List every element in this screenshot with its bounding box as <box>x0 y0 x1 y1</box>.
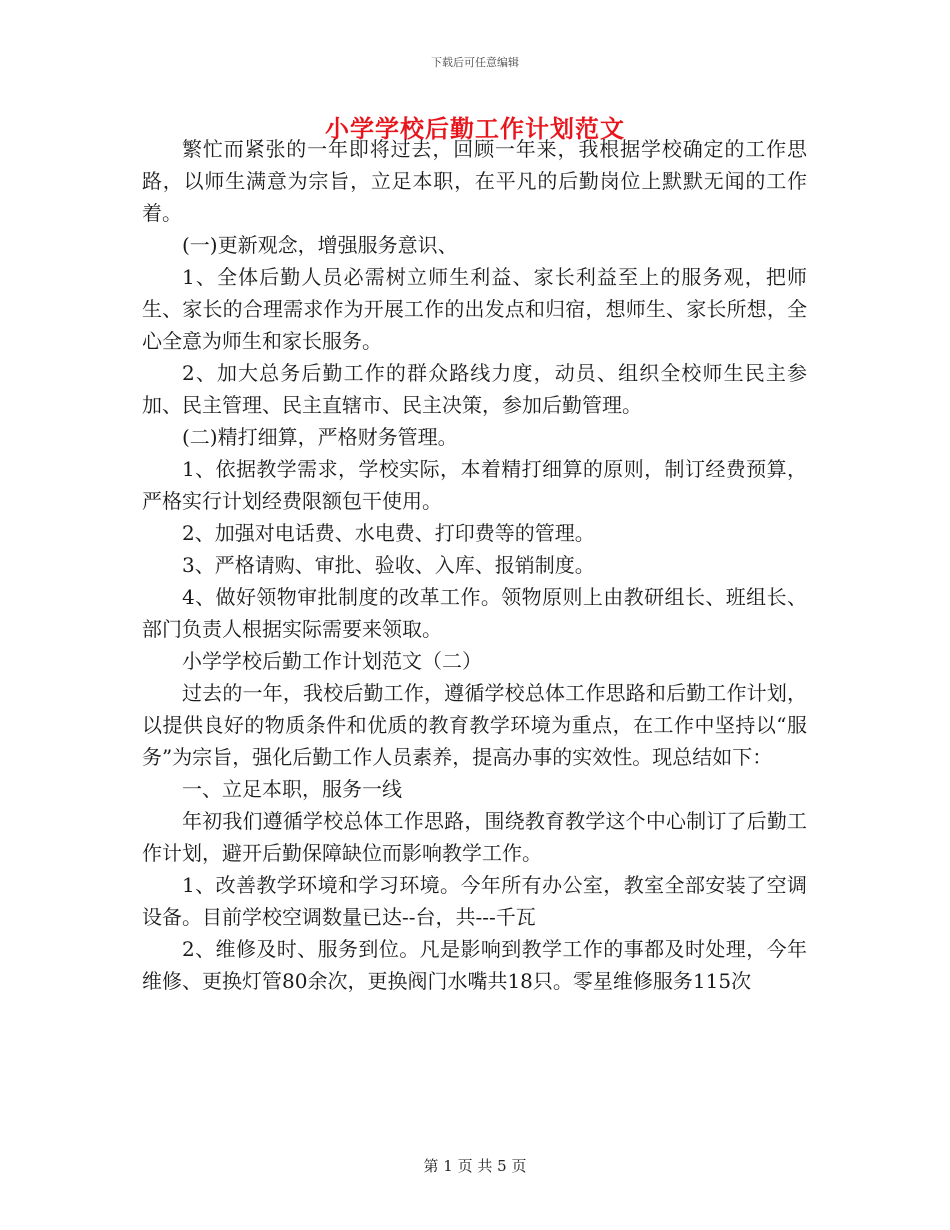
paragraph: 3、严格请购、审批、验收、入库、报销制度。 <box>182 553 595 577</box>
paragraph: 4、做好领物审批制度的改革工作。领物原则上由教研组长、班组长、部门负责人根据实际需要来领取。 <box>142 585 807 641</box>
paragraph: 1、依据教学需求，学校实际，本着精打细算的原则，制订经费预算，严格实行计划经费限额包干使用。 <box>142 457 807 513</box>
paragraph: 1、全体后勤人员必需树立师生利益、家长利益至上的服务观，把师生、家长的合理需求作为开展工作的出发点和归宿，想师生、家长所想，全心全意为师生和家长服务。 <box>142 265 807 353</box>
section-heading: 小学学校后勤工作计划范文（二） <box>182 649 482 673</box>
page-footer: 第 1 页 共 5 页 <box>423 1157 527 1175</box>
paragraph: 2、加大总务后勤工作的群众路线力度，动员、组织全校师生民主参加、民主管理、民主直辖市、民主决策，参加后勤管理。 <box>142 361 807 417</box>
paragraph: 1、改善教学环境和学习环境。今年所有办公室，教室全部安装了空调设备。目前学校空调数量已达--台，共---千瓦 <box>142 873 807 929</box>
header-note: 下载后可任意编辑 <box>431 56 519 69</box>
paragraph: 2、加强对电话费、水电费、打印费等的管理。 <box>182 521 595 545</box>
document-body <box>142 133 807 997</box>
paragraph: 过去的一年，我校后勤工作，遵循学校总体工作思路和后勤工作计划，以提供良好的物质条件和优质的教育教学环境为重点，在工作中坚持以“服务”为宗旨，强化后勤工作人员素养，提高办事的实效性。现总结如下： <box>142 681 807 769</box>
paragraph: 一、立足本职，服务一线 <box>182 777 402 801</box>
paragraph: 2、维修及时、服务到位。凡是影响到教学工作的事都及时处理，今年维修、更换灯管80余次，更换阀门水嘴共18只。零星维修服务115次 <box>142 937 807 993</box>
paragraph: (一)更新观念，增强服务意识、 <box>182 233 458 257</box>
paragraph: 繁忙而紧张的一年即将过去，回顾一年来，我根据学校确定的工作思路，以师生满意为宗旨，立足本职，在平凡的后勤岗位上默默无闻的工作着。 <box>142 137 807 225</box>
paragraph: 年初我们遵循学校总体工作思路，围绕教育教学这个中心制订了后勤工作计划，避开后勤保障缺位而影响教学工作。 <box>142 809 807 865</box>
paragraph: (二)精打细算，严格财务管理。 <box>182 425 458 449</box>
document-title: 小学学校后勤工作计划范文 <box>325 114 625 143</box>
